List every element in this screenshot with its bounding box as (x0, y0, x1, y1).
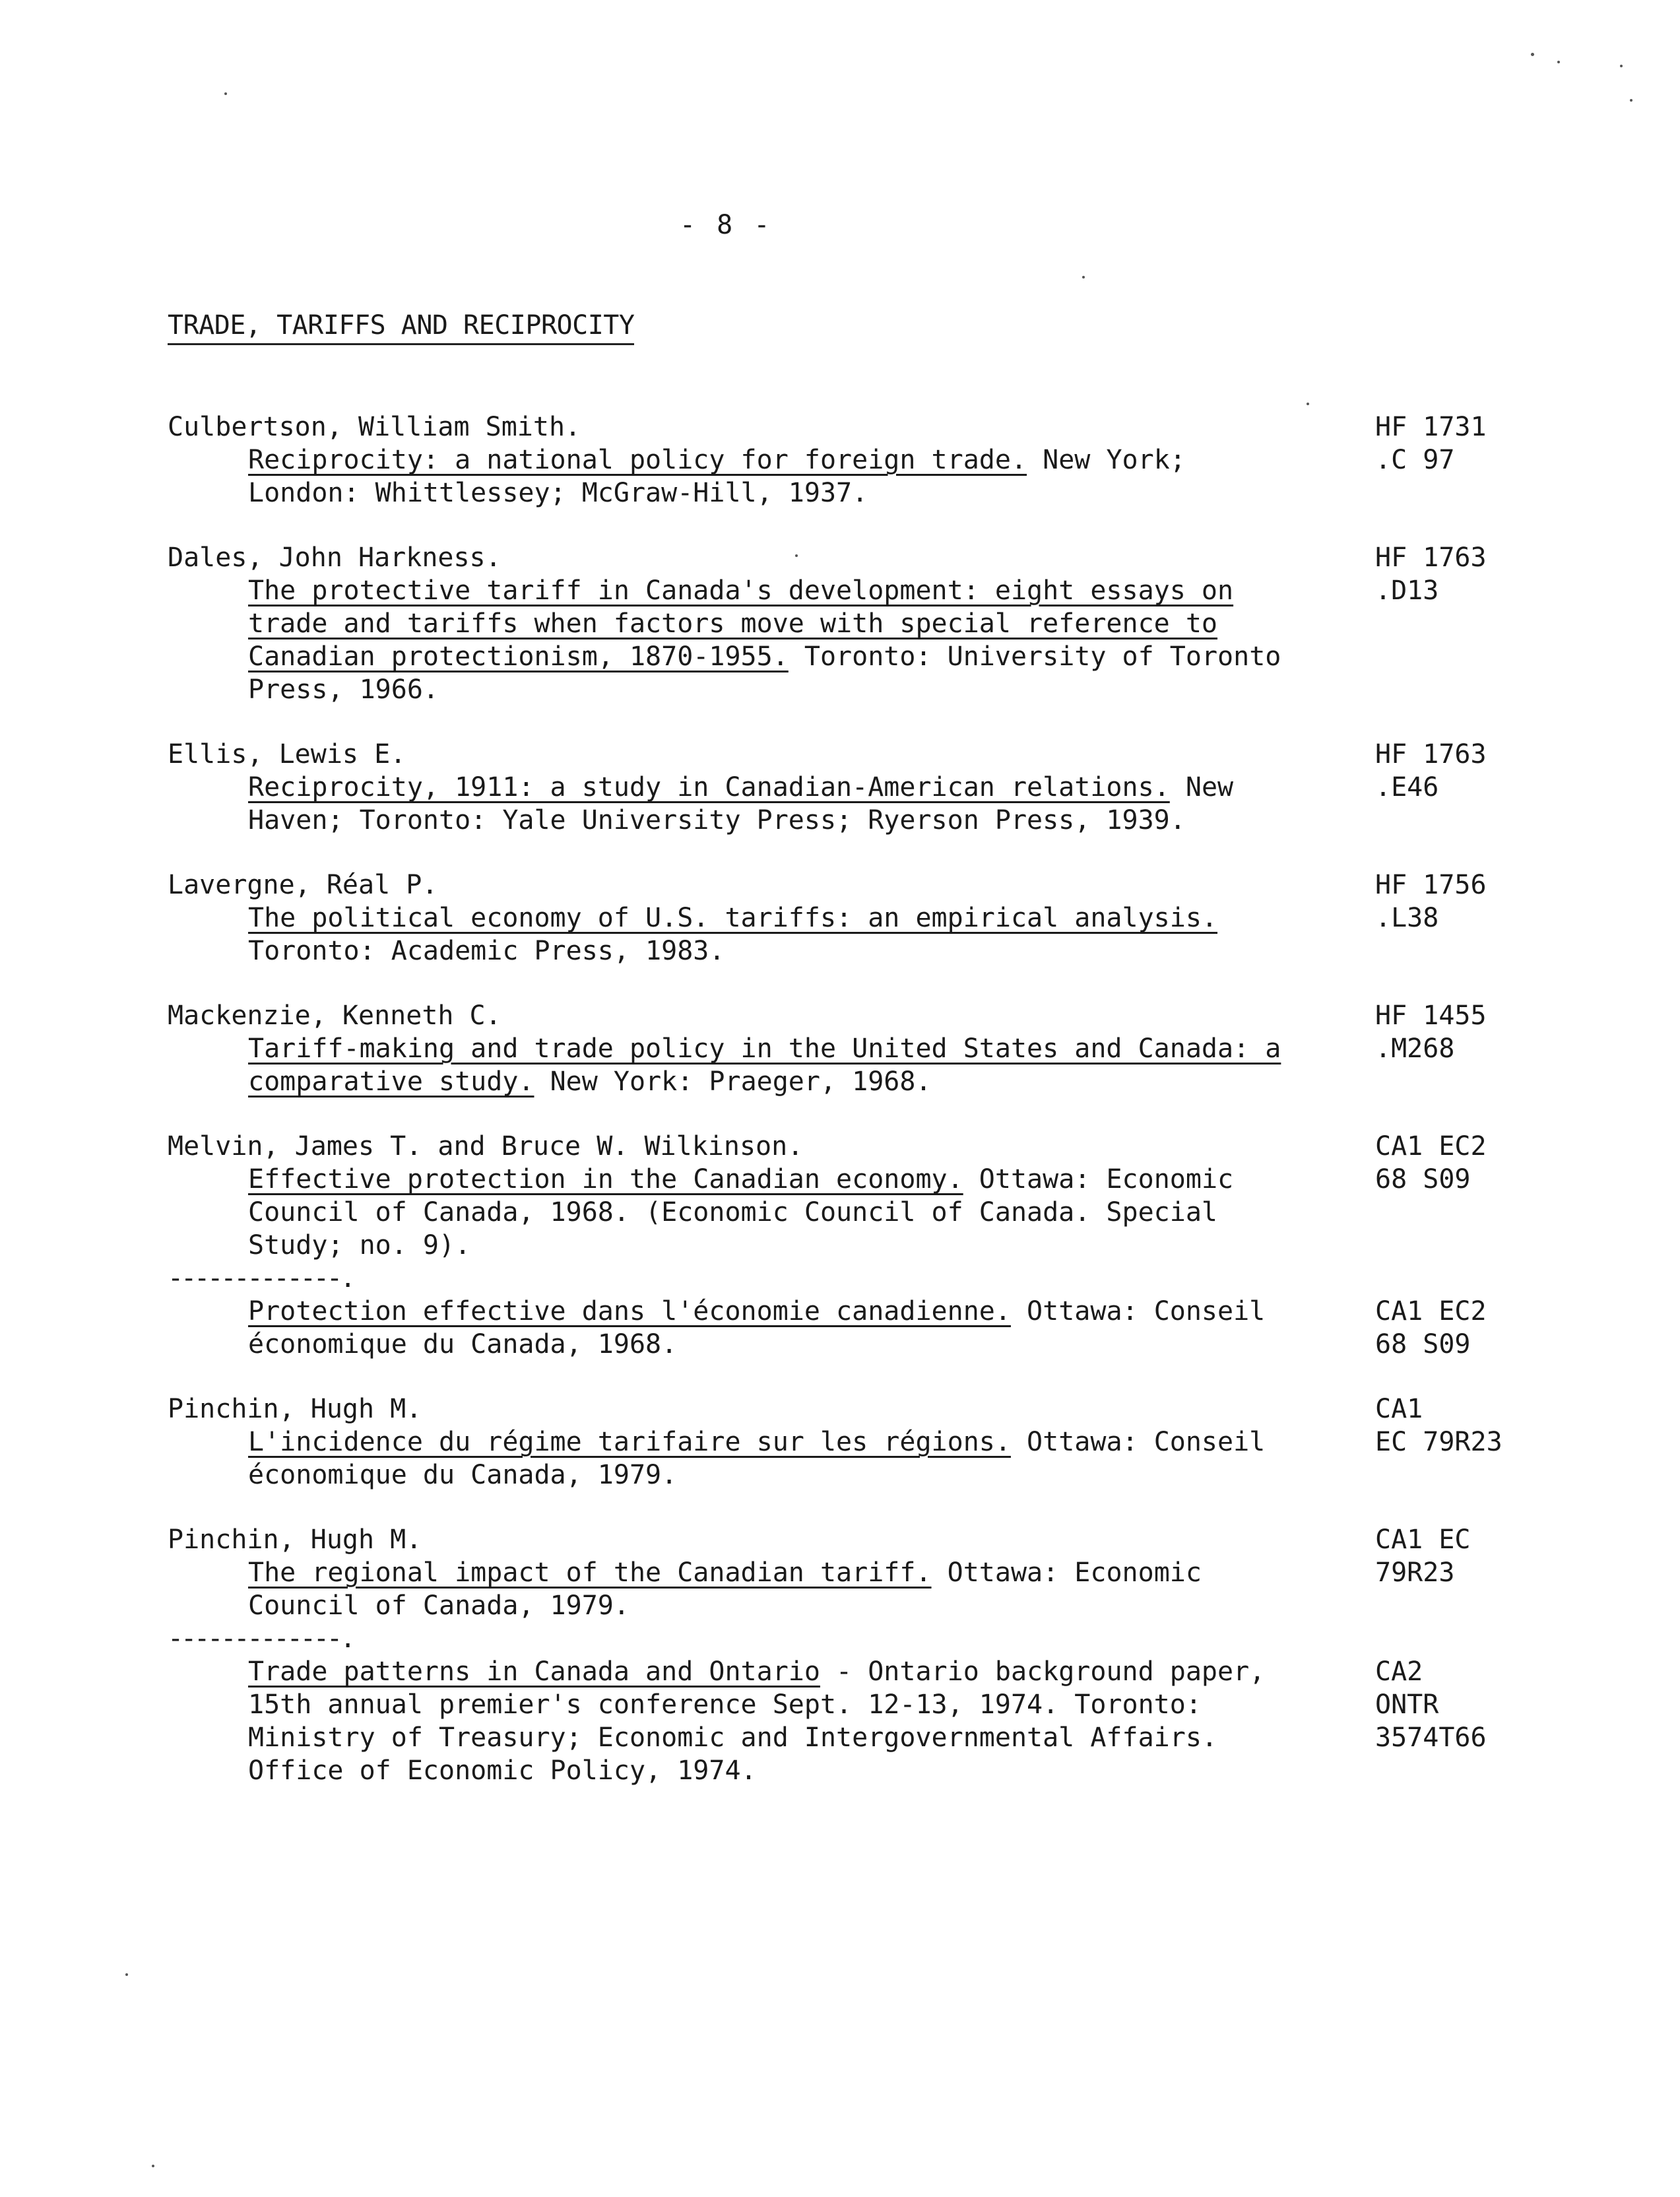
call-number: CA1 EC2 68 S09 (1375, 1296, 1487, 1360)
call-number: HF 1756 .L38 (1375, 870, 1487, 933)
entry-author: Ellis, Lewis E. (168, 739, 406, 770)
page-number: - 8 - (680, 210, 773, 240)
entry-citation (168, 1163, 1297, 1262)
call-number: CA1 EC 79R23 (1375, 1394, 1502, 1457)
entry-title: The regional impact of the Canadian tariff. (248, 1558, 932, 1588)
entry-details: Ottawa: Economic Council of Canada, 1968. (Economic Council of Canada. Special Study; no. 9). (248, 1164, 1234, 1261)
call-number: HF 1455 .M268 (1375, 1000, 1487, 1064)
entry-title: Reciprocity: a national policy for foreign trade. (248, 445, 1027, 475)
call-number: HF 1763 .D13 (1375, 542, 1487, 606)
scan-speck (795, 554, 798, 557)
entry-citation (168, 574, 1297, 706)
bibliography-list (168, 410, 1514, 1787)
bibliography-entry (168, 869, 1514, 967)
scan-speck (1557, 61, 1560, 63)
entry-details: Ottawa: Conseil économique du Canada, 1968. (248, 1296, 1266, 1360)
entry-title: The protective tariff in Canada's development: eight essays on trade and tariffs when factors move with special reference to Canadian protectionism, 1870-1955. (248, 575, 1234, 672)
entry-author: Lavergne, Réal P. (168, 870, 438, 900)
ditto-author-dashes: -------------. (168, 1263, 354, 1294)
entry-details: New York; London: Whittlessey; McGraw-Hill, 1937. (248, 445, 1186, 508)
bibliography-entry (168, 999, 1514, 1098)
entry-title: Effective protection in the Canadian economy. (248, 1164, 963, 1195)
entry-author: Pinchin, Hugh M. (168, 1394, 422, 1424)
ditto-author-dashes: -------------. (168, 1623, 354, 1654)
bibliography-entry (168, 738, 1514, 837)
bibliography-entry (168, 1262, 1514, 1361)
bibliography-entry (168, 1523, 1514, 1622)
call-number: HF 1763 .E46 (1375, 739, 1487, 803)
entry-author: Pinchin, Hugh M. (168, 1525, 422, 1555)
entry-title: Reciprocity, 1911: a study in Canadian-American relations. (248, 772, 1170, 803)
scan-speck (125, 1973, 128, 1976)
scan-speck (1307, 403, 1309, 405)
call-number: CA1 EC2 68 S09 (1375, 1131, 1487, 1195)
entry-details: - Ontario background paper, 15th annual premier's conference Sept. 12-13, 1974. Toronto: Ministry of Treasury; Economic and Intergovernmental Affairs. Office of Economic Policy, 1974. (248, 1656, 1266, 1786)
entry-citation (168, 1426, 1297, 1492)
entry-author: Mackenzie, Kenneth C. (168, 1000, 501, 1031)
call-number: CA2 ONTR 3574T66 (1375, 1656, 1487, 1753)
entry-details: Toronto: University of Toronto Press, 1966. (248, 641, 1281, 705)
bibliography-entry (168, 1393, 1514, 1492)
scan-speck (1531, 53, 1534, 56)
entry-details: Ottawa: Economic Council of Canada, 1979. (248, 1558, 1202, 1621)
section-title: TRADE, TARIFFS AND RECIPROCITY (168, 310, 634, 345)
entry-author: Melvin, James T. and Bruce W. Wilkinson. (168, 1131, 804, 1162)
entry-citation (168, 902, 1297, 967)
scan-speck (152, 2165, 154, 2167)
entry-details: New Haven; Toronto: Yale University Press; Ryerson Press, 1939. (248, 772, 1234, 836)
scan-speck (1082, 276, 1085, 279)
entry-author: Culbertson, William Smith. (168, 412, 581, 442)
entry-title: Protection effective dans l'économie canadienne. (248, 1296, 1011, 1327)
call-number: CA1 EC 79R23 (1375, 1525, 1471, 1588)
entry-citation (168, 1556, 1297, 1622)
entry-title: The political economy of U.S. tariffs: an empirical analysis. (248, 903, 1218, 933)
entry-citation (168, 1032, 1297, 1098)
scan-speck (1620, 65, 1623, 67)
entry-citation (168, 443, 1297, 509)
entry-details: Toronto: Academic Press, 1983. (248, 936, 725, 966)
entry-details: Ottawa: Conseil économique du Canada, 1979. (248, 1427, 1266, 1490)
bibliography-entry (168, 541, 1514, 706)
call-number: HF 1731 .C 97 (1375, 412, 1487, 475)
scan-speck (1630, 99, 1632, 102)
entry-author: Dales, John Harkness. (168, 542, 501, 573)
entry-title: L'incidence du régime tarifaire sur les régions. (248, 1427, 1011, 1457)
entry-citation (168, 771, 1297, 837)
scan-speck (224, 92, 227, 95)
bibliography-entry (168, 1130, 1514, 1262)
bibliography-entry (168, 1622, 1514, 1787)
entry-citation (168, 1655, 1297, 1787)
entry-title: Tariff-making and trade policy in the United States and Canada: a comparative study. (248, 1033, 1281, 1097)
entry-citation (168, 1295, 1297, 1361)
entry-details: New York: Praeger, 1968. (550, 1066, 932, 1097)
bibliography-entry (168, 410, 1514, 509)
entry-title: Trade patterns in Canada and Ontario (248, 1656, 820, 1687)
